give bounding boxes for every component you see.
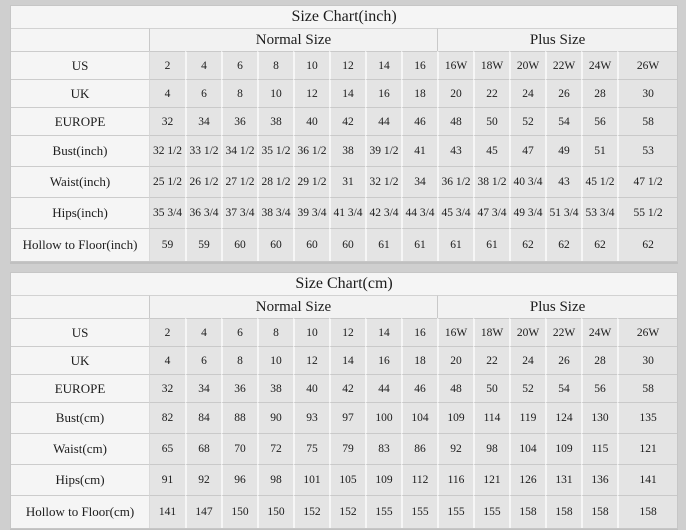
row-label-cell: Bust(inch) [11, 135, 149, 166]
value-cell: 51 3/4 [545, 197, 581, 228]
value-cell: 147 [185, 495, 221, 528]
value-cell: 141 [617, 464, 677, 495]
value-cell: 75 [293, 433, 329, 464]
value-cell: 20 [437, 79, 473, 107]
value-cell: 72 [257, 433, 293, 464]
value-cell: 158 [509, 495, 545, 528]
row-label-cell: EUROPE [11, 374, 149, 402]
value-cell: 86 [401, 433, 437, 464]
row-label-cell: Hollow to Floor(inch) [11, 228, 149, 261]
value-cell: 38 [257, 374, 293, 402]
value-cell: 14 [365, 318, 401, 346]
value-cell: 70 [221, 433, 257, 464]
value-cell: 22W [545, 318, 581, 346]
group-header-normal-size: Normal Size [149, 295, 437, 318]
value-cell: 158 [617, 495, 677, 528]
value-cell: 155 [401, 495, 437, 528]
value-cell: 26W [617, 318, 677, 346]
value-cell: 24W [581, 318, 617, 346]
row-label-cell: US [11, 51, 149, 79]
group-header-normal-size: Normal Size [149, 28, 437, 51]
row-label-cell: UK [11, 346, 149, 374]
value-cell: 18 [401, 79, 437, 107]
value-cell: 62 [581, 228, 617, 261]
value-cell: 10 [293, 51, 329, 79]
value-cell: 83 [365, 433, 401, 464]
value-cell: 126 [509, 464, 545, 495]
value-cell: 104 [401, 402, 437, 433]
value-cell: 124 [545, 402, 581, 433]
value-cell: 31 [329, 166, 365, 197]
table-row [11, 374, 677, 402]
value-cell: 30 [617, 346, 677, 374]
value-cell: 49 [545, 135, 581, 166]
value-cell: 54 [545, 107, 581, 135]
value-cell: 115 [581, 433, 617, 464]
value-cell: 36 1/2 [437, 166, 473, 197]
value-cell: 53 [617, 135, 677, 166]
value-cell: 8 [221, 79, 257, 107]
value-cell: 32 1/2 [365, 166, 401, 197]
value-cell: 12 [293, 346, 329, 374]
value-cell: 61 [473, 228, 509, 261]
value-cell: 49 3/4 [509, 197, 545, 228]
value-cell: 55 1/2 [617, 197, 677, 228]
value-cell: 150 [257, 495, 293, 528]
value-cell: 25 1/2 [149, 166, 185, 197]
value-cell: 26 1/2 [185, 166, 221, 197]
table-row [11, 228, 677, 261]
value-cell: 34 [185, 374, 221, 402]
value-cell: 36 [221, 107, 257, 135]
value-cell: 47 1/2 [617, 166, 677, 197]
value-cell: 155 [473, 495, 509, 528]
value-cell: 8 [221, 346, 257, 374]
value-cell: 38 1/2 [473, 166, 509, 197]
value-cell: 36 [221, 374, 257, 402]
value-cell: 114 [473, 402, 509, 433]
value-cell: 6 [221, 51, 257, 79]
value-cell: 4 [185, 51, 221, 79]
value-cell: 12 [293, 79, 329, 107]
value-cell: 54 [545, 374, 581, 402]
value-cell: 35 3/4 [149, 197, 185, 228]
group-header-plus-size: Plus Size [437, 28, 677, 51]
value-cell: 121 [473, 464, 509, 495]
value-cell: 59 [185, 228, 221, 261]
value-cell: 39 1/2 [365, 135, 401, 166]
value-cell: 52 [509, 374, 545, 402]
value-cell: 20 [437, 346, 473, 374]
value-cell: 4 [149, 346, 185, 374]
table-row [11, 495, 677, 528]
table-row [11, 318, 677, 346]
value-cell: 90 [257, 402, 293, 433]
table-title: Size Chart(cm) [11, 273, 677, 295]
value-cell: 12 [329, 51, 365, 79]
value-cell: 41 3/4 [329, 197, 365, 228]
value-cell: 16 [365, 346, 401, 374]
value-cell: 62 [509, 228, 545, 261]
value-cell: 39 3/4 [293, 197, 329, 228]
value-cell: 14 [365, 51, 401, 79]
row-label-cell: Bust(cm) [11, 402, 149, 433]
row-label-cell: Waist(inch) [11, 166, 149, 197]
table-row [11, 135, 677, 166]
value-cell: 60 [221, 228, 257, 261]
value-cell: 50 [473, 107, 509, 135]
value-cell: 16 [401, 51, 437, 79]
value-cell: 8 [257, 51, 293, 79]
value-cell: 26 [545, 346, 581, 374]
value-cell: 6 [185, 79, 221, 107]
value-cell: 34 1/2 [221, 135, 257, 166]
value-cell: 14 [329, 346, 365, 374]
value-cell: 18W [473, 51, 509, 79]
value-cell: 47 [509, 135, 545, 166]
value-cell: 42 [329, 374, 365, 402]
value-cell: 62 [545, 228, 581, 261]
value-cell: 29 1/2 [293, 166, 329, 197]
value-cell: 135 [617, 402, 677, 433]
value-cell: 60 [257, 228, 293, 261]
value-cell: 20W [509, 51, 545, 79]
value-cell: 155 [365, 495, 401, 528]
row-label-cell: EUROPE [11, 107, 149, 135]
value-cell: 82 [149, 402, 185, 433]
value-cell: 91 [149, 464, 185, 495]
value-cell: 101 [293, 464, 329, 495]
value-cell: 50 [473, 374, 509, 402]
value-cell: 98 [473, 433, 509, 464]
value-cell: 28 1/2 [257, 166, 293, 197]
value-cell: 56 [581, 374, 617, 402]
value-cell: 84 [185, 402, 221, 433]
value-cell: 40 [293, 107, 329, 135]
value-cell: 52 [509, 107, 545, 135]
value-cell: 33 1/2 [185, 135, 221, 166]
table-row [11, 79, 677, 107]
table-row [11, 402, 677, 433]
value-cell: 68 [185, 433, 221, 464]
value-cell: 32 1/2 [149, 135, 185, 166]
value-cell: 44 3/4 [401, 197, 437, 228]
table-row [11, 166, 677, 197]
value-cell: 58 [617, 107, 677, 135]
value-cell: 150 [221, 495, 257, 528]
value-cell: 61 [437, 228, 473, 261]
table-row [11, 346, 677, 374]
row-label-cell: Waist(cm) [11, 433, 149, 464]
value-cell: 24 [509, 346, 545, 374]
value-cell: 112 [401, 464, 437, 495]
value-cell: 28 [581, 79, 617, 107]
value-cell: 16 [401, 318, 437, 346]
value-cell: 116 [437, 464, 473, 495]
value-cell: 58 [617, 374, 677, 402]
value-cell: 4 [185, 318, 221, 346]
value-cell: 41 [401, 135, 437, 166]
value-cell: 6 [185, 346, 221, 374]
table-row [11, 433, 677, 464]
value-cell: 28 [581, 346, 617, 374]
row-label-cell: Hips(inch) [11, 197, 149, 228]
value-cell: 158 [545, 495, 581, 528]
value-cell: 141 [149, 495, 185, 528]
corner-cell [11, 295, 149, 318]
table-row [11, 107, 677, 135]
value-cell: 34 [401, 166, 437, 197]
value-cell: 44 [365, 107, 401, 135]
value-cell: 46 [401, 107, 437, 135]
value-cell: 62 [617, 228, 677, 261]
value-cell: 119 [509, 402, 545, 433]
value-cell: 97 [329, 402, 365, 433]
value-cell: 65 [149, 433, 185, 464]
value-cell: 40 3/4 [509, 166, 545, 197]
value-cell: 10 [257, 79, 293, 107]
value-cell: 46 [401, 374, 437, 402]
value-cell: 37 3/4 [221, 197, 257, 228]
value-cell: 36 1/2 [293, 135, 329, 166]
value-cell: 2 [149, 318, 185, 346]
value-cell: 36 3/4 [185, 197, 221, 228]
value-cell: 105 [329, 464, 365, 495]
value-cell: 92 [185, 464, 221, 495]
value-cell: 98 [257, 464, 293, 495]
value-cell: 6 [221, 318, 257, 346]
table-row [11, 197, 677, 228]
value-cell: 152 [293, 495, 329, 528]
row-label-cell: US [11, 318, 149, 346]
value-cell: 26W [617, 51, 677, 79]
value-cell: 131 [545, 464, 581, 495]
value-cell: 51 [581, 135, 617, 166]
value-cell: 10 [257, 346, 293, 374]
value-cell: 12 [329, 318, 365, 346]
corner-cell [11, 28, 149, 51]
value-cell: 155 [437, 495, 473, 528]
value-cell: 22 [473, 346, 509, 374]
value-cell: 79 [329, 433, 365, 464]
value-cell: 136 [581, 464, 617, 495]
row-label-cell: Hollow to Floor(cm) [11, 495, 149, 528]
value-cell: 130 [581, 402, 617, 433]
value-cell: 22W [545, 51, 581, 79]
size-chart-cm-table [10, 272, 678, 529]
value-cell: 18W [473, 318, 509, 346]
value-cell: 18 [401, 346, 437, 374]
table-title: Size Chart(inch) [11, 6, 677, 28]
value-cell: 4 [149, 79, 185, 107]
value-cell: 61 [401, 228, 437, 261]
value-cell: 42 3/4 [365, 197, 401, 228]
value-cell: 38 [257, 107, 293, 135]
value-cell: 14 [329, 79, 365, 107]
value-cell: 53 3/4 [581, 197, 617, 228]
value-cell: 45 3/4 [437, 197, 473, 228]
value-cell: 88 [221, 402, 257, 433]
value-cell: 10 [293, 318, 329, 346]
value-cell: 22 [473, 79, 509, 107]
value-cell: 26 [545, 79, 581, 107]
value-cell: 109 [365, 464, 401, 495]
value-cell: 152 [329, 495, 365, 528]
value-cell: 38 [329, 135, 365, 166]
value-cell: 38 3/4 [257, 197, 293, 228]
value-cell: 43 [437, 135, 473, 166]
value-cell: 92 [437, 433, 473, 464]
value-cell: 34 [185, 107, 221, 135]
value-cell: 121 [617, 433, 677, 464]
value-cell: 109 [437, 402, 473, 433]
group-header-plus-size: Plus Size [437, 295, 677, 318]
value-cell: 93 [293, 402, 329, 433]
value-cell: 27 1/2 [221, 166, 257, 197]
value-cell: 8 [257, 318, 293, 346]
value-cell: 20W [509, 318, 545, 346]
value-cell: 60 [329, 228, 365, 261]
value-cell: 16W [437, 51, 473, 79]
value-cell: 32 [149, 107, 185, 135]
value-cell: 45 [473, 135, 509, 166]
value-cell: 60 [293, 228, 329, 261]
value-cell: 44 [365, 374, 401, 402]
value-cell: 109 [545, 433, 581, 464]
value-cell: 42 [329, 107, 365, 135]
value-cell: 32 [149, 374, 185, 402]
value-cell: 104 [509, 433, 545, 464]
row-label-cell: Hips(cm) [11, 464, 149, 495]
value-cell: 43 [545, 166, 581, 197]
value-cell: 2 [149, 51, 185, 79]
value-cell: 96 [221, 464, 257, 495]
row-label-cell: UK [11, 79, 149, 107]
value-cell: 48 [437, 107, 473, 135]
value-cell: 45 1/2 [581, 166, 617, 197]
value-cell: 40 [293, 374, 329, 402]
value-cell: 24 [509, 79, 545, 107]
value-cell: 48 [437, 374, 473, 402]
table-row [11, 464, 677, 495]
size-chart-inch-table [10, 5, 678, 262]
value-cell: 100 [365, 402, 401, 433]
value-cell: 61 [365, 228, 401, 261]
value-cell: 56 [581, 107, 617, 135]
value-cell: 158 [581, 495, 617, 528]
table-row [11, 51, 677, 79]
value-cell: 47 3/4 [473, 197, 509, 228]
value-cell: 30 [617, 79, 677, 107]
value-cell: 24W [581, 51, 617, 79]
value-cell: 16 [365, 79, 401, 107]
value-cell: 59 [149, 228, 185, 261]
value-cell: 16W [437, 318, 473, 346]
value-cell: 35 1/2 [257, 135, 293, 166]
